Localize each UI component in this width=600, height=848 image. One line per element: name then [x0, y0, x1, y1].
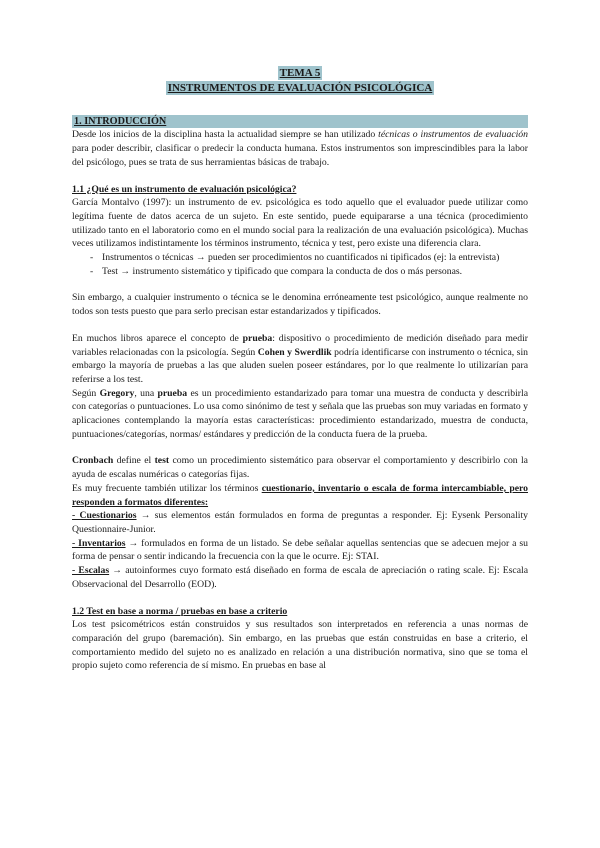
bullet-list [72, 251, 528, 278]
paragraph-sin-embargo: Sin embargo, a cualquier instrumento o técnica se le denomina erróneamente test psicológico, aunque realmente no todos son tests puesto que para serlo precisan estar estandarizados y tipificados. [72, 292, 528, 318]
subheading-1-1: 1.1 ¿Qué es un instrumento de evaluación psicológica? [72, 183, 297, 195]
definition-cuestionarios: - Cuestionarios → sus elementos están formulados en forma de preguntas a responder. Ej: Eysenk Personality Questionnaire-Junior. [72, 510, 528, 535]
intro-paragraph: Desde los inicios de la disciplina hasta la actualidad siempre se han utilizado técnicas o instrumentos de evaluación para poder describir, clasificar o predecir la conducta humana. Estos instrumentos son imprescindibles para la labor del psicólogo, pues se trata de sus herramientas básicas de trabajo. [72, 129, 528, 168]
list-item: - Test → instrumento sistemático y tipificado que compara la conducta de dos o más personas. [72, 265, 528, 279]
paragraph-test-norma: Los test psicométricos están construidos y sus resultados son interpretados en referencia a unas normas de comparación del grupo (baremación). Sin embargo, en las pruebas que están construidas en base a criterio, el comportamiento medido del sujeto no es analizado en relación a una distribución normativa, sino que se toma el propio sujeto como referencia de sí mismo. En pruebas en base al [72, 619, 528, 672]
document-title: TEMA 5 [279, 67, 321, 79]
title-block [72, 66, 528, 95]
paragraph-prueba: En muchos libros aparece el concepto de prueba: dispositivo o procedimiento de medición diseñado para medir variables relacionadas con la psicología. Según Cohen y Swerdlik podría identificarse con instrumento o técnica, sin embargo la mayoría de pruebas a las que aluden suelen poseer estándares, por lo que realmente lo utilizarían para referirse a los test. [72, 332, 528, 385]
paragraph-garcia-montalvo: García Montalvo (1997): un instrumento de ev. psicológica es todo aquello que el evaluador puede utilizar como legítima fuente de datos acerca de un sujeto. En este sentido, puede equipararse a una técnica (procedimiento utilizado tanto en el laboratorio como en el mundo social para la realización de una evaluación psicológica). Muchas veces utilizamos indistintamente los términos instrumento, técnica y test, pero existe una diferencia clara. [72, 197, 528, 250]
definition-escalas: - Escalas → autoinformes cuyo formato está diseñado en forma de escala de apreciación o rating scale. Ej: Escala Observacional del Desarrollo (EOD). [72, 565, 528, 590]
section-heading-introduccion: 1. INTRODUCCIÓN [72, 115, 528, 128]
document-subtitle: INSTRUMENTOS DE EVALUACIÓN PSICOLÓGICA [167, 81, 433, 94]
definition-inventarios: - Inventarios → formulados en forma de un listado. Se debe señalar aquellas sentencias que se adecuen mejor a su forma de pensar o sentir indicando la frecuencia con la que le ocurre. Ej: STAI. [72, 537, 529, 563]
paragraph-gregory: Según Gregory, una prueba es un procedimiento estandarizado para tomar una muestra de conducta y describirla con categorías o puntuaciones. Lo usa como sinónimo de test y señala que las pruebas son muy variadas en formato y aplicaciones contemplando la mayoría estas características: procedimiento estandarizado, muestra de conducta, puntuaciones/categorías, normas/ estándares y predicción de la conducta fuera de la prueba. [72, 387, 528, 440]
paragraph-terminos: Es muy frecuente también utilizar los términos cuestionario, inventario o escala de forma intercambiable, pero responden a formatos diferentes: [72, 482, 528, 508]
document-page [72, 66, 528, 673]
paragraph-cronbach: Cronbach define el test como un procedimiento sistemático para observar el comportamiento y describirlo con la ayuda de escalas numéricas o categorías fijas. [72, 455, 528, 481]
list-item: - Instrumentos o técnicas → pueden ser procedimientos no cuantificados ni tipificados (ej: la entrevista) [72, 251, 528, 265]
subheading-1-2: 1.2 Test en base a norma / pruebas en base a criterio [72, 605, 288, 617]
